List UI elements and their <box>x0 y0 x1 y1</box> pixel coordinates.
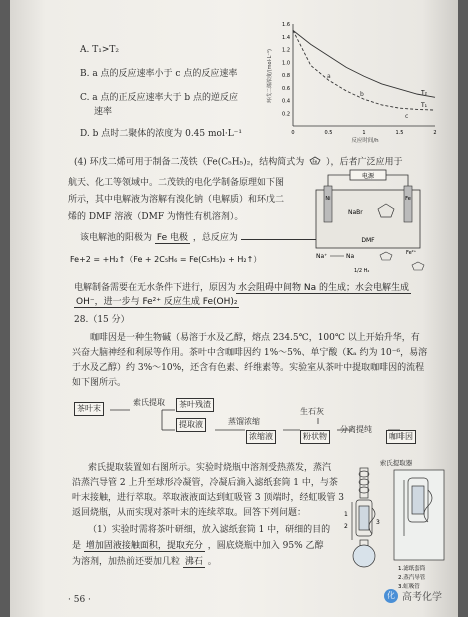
option-a: A. T₁>T₂ <box>80 45 119 55</box>
filter-thimble <box>359 506 369 530</box>
fe-electrode <box>404 186 412 222</box>
point-label-a: a <box>327 73 331 80</box>
apparatus-title: 索氏提取器 <box>379 459 413 467</box>
series-line-2 <box>293 30 435 97</box>
point-label-b: b <box>360 91 364 98</box>
x-tick-label: 2 <box>433 130 437 136</box>
flow-sep: 分离提纯 <box>340 425 372 434</box>
svg-text:Na: Na <box>346 253 355 260</box>
condenser <box>359 468 369 498</box>
q4-line1: (4) 环戊二烯可用于制备二茂铁（Fe(C₅H₅)₂，结构简式为 Fe ），后者广泛应用于 <box>74 157 403 168</box>
q28-p1: 咖啡因是一种生物碱（易溶于水及乙醇，熔点 234.5℃，100℃ 以上开始升华，有 <box>90 333 420 343</box>
svg-text:Na⁺: Na⁺ <box>316 253 328 260</box>
q28-p2: 兴奋大脑神经和利尿等作用。茶叶中含咖啡因约 1%～5%、单宁酸（Kₐ 约为 10⁻⁶，易溶 <box>72 348 428 358</box>
svg-text:Fe²⁺: Fe²⁺ <box>406 250 417 256</box>
x-tick-label: 0.5 <box>324 130 333 136</box>
q4-line5: 该电解池的阳极为 Fe 电极 ，总反应为 <box>80 232 335 244</box>
y-tick-label: 0.6 <box>282 85 290 92</box>
svg-text:1: 1 <box>344 511 348 518</box>
y-tick-label: 0.8 <box>282 73 290 79</box>
svg-text:Ni: Ni <box>325 196 331 202</box>
x-tick-label: 0 <box>291 130 295 136</box>
y-tick-label: 0.2 <box>282 111 290 118</box>
q4-line7: 电解制备需要在无水条件下进行，原因为 水会阻碍中间物 Na 的生成；水会电解生成 <box>74 283 409 293</box>
ni-electrode <box>324 186 332 222</box>
q4-line3: 所示，其中电解液为溶解有溴化钠（电解质）和环戊二 <box>68 195 285 205</box>
answer-boiling-chips: 沸石 <box>184 557 203 567</box>
graph-ylabel: 环戊二烯浓度/(mol·L⁻¹) <box>267 49 273 103</box>
series-line-1 <box>293 30 435 110</box>
flow-extract: 提取液 <box>176 418 206 432</box>
svg-text:Fe: Fe <box>405 196 411 202</box>
watermark-logo-icon: 化 <box>384 589 398 603</box>
electrolysis-cell <box>308 168 428 254</box>
q4-line2: 航天、化工等领域中。二茂铁的电化学制备原理如下图 <box>68 178 285 188</box>
svg-text:1.滤纸套筒: 1.滤纸套筒 <box>398 566 426 572</box>
q28-q1-line3: 为溶剂，加热前还要加几粒 沸石 。 <box>72 557 217 567</box>
flow-soxhlet: 索氏提取 <box>133 398 165 407</box>
q28-p4: 如下图所示。 <box>72 378 127 388</box>
q28-q1a: （1）实验时需将茶叶研细，放入滤纸套筒 1 中，研细的目的 <box>88 525 331 535</box>
x-tick-label: 1.5 <box>395 130 404 136</box>
soxhlet-apparatus <box>338 456 448 596</box>
answer-anhydrous: 水会阻碍中间物 Na 的生成；水会电解生成 <box>238 283 409 293</box>
graph-xlabel: 反应时间/h <box>351 138 379 144</box>
svg-text:Fe: Fe <box>312 159 318 164</box>
apparatus-inset <box>394 470 444 560</box>
ferrocene-icon <box>307 156 323 168</box>
answer-grinding: 增加固液接触面积，提取充分 <box>85 541 203 551</box>
y-tick-label: 1.2 <box>282 47 290 54</box>
option-c: C. a 点的正反应速率大于 b 点的逆反应 <box>80 93 238 103</box>
q4-equation: Fe+2 = +H₂↑（Fe + 2C₅H₆ = Fe(C₅H₅)₂ + H₂↑） <box>70 255 262 264</box>
dmf-label: DMF <box>361 237 375 244</box>
y-tick-label: 1.4 <box>282 34 290 41</box>
q28-p6: 沿蒸汽导管 2 上升至球形冷凝管，冷凝后滴入滤纸套筒 1 中，与茶 <box>72 478 338 488</box>
q28-p7: 叶末接触，进行萃取。萃取液液面达到虹吸管 3 顶端时，经虹吸管 3 <box>72 493 345 503</box>
q4-line4: 烯的 DMF 溶液（DMF 为惰性有机溶剂）。 <box>68 212 244 222</box>
flow-lime: 生石灰 <box>300 407 324 416</box>
graph-x-ticks <box>291 130 436 136</box>
graph-y-ticks <box>282 22 290 117</box>
x-tick-label: 1 <box>362 130 366 136</box>
book-page <box>10 0 458 617</box>
svg-text:2: 2 <box>344 523 348 530</box>
q28-p3: 于水及乙醇）约 3%～10%，还含有色素、纤维素等。实验室从茶叶中提取咖啡因的流程 <box>72 363 425 373</box>
series-label-1: T₁ <box>421 102 428 110</box>
round-flask <box>353 540 375 567</box>
svg-text:1/2 H₂: 1/2 H₂ <box>354 268 370 274</box>
option-b: B. a 点的反应速率小于 c 点的反应速率 <box>80 69 238 79</box>
reaction-scheme <box>314 246 434 276</box>
svg-text:3.虹吸管: 3.虹吸管 <box>398 584 420 590</box>
flow-distill: 蒸馏浓缩 <box>228 417 260 426</box>
q28-p5: 索氏提取装置如右图所示。实验时烧瓶中溶剂受热蒸发，蒸汽 <box>88 463 332 473</box>
y-tick-label: 1.0 <box>282 60 290 67</box>
flow-powder: 粉状物 <box>300 430 330 444</box>
answer-anode: Fe 电极 <box>156 233 188 243</box>
flow-caffeine: 咖啡因 <box>386 430 416 444</box>
option-d: D. b 点时二聚体的浓度为 0.45 mol·L⁻¹ <box>80 129 243 139</box>
concentration-graph <box>265 14 445 144</box>
extractor-body <box>352 500 375 540</box>
q28-header: 28.（15 分） <box>74 315 130 325</box>
power-label: 电源 <box>361 173 375 180</box>
flow-residue: 茶叶残渣 <box>176 398 214 412</box>
nabr-label: NaBr <box>348 209 363 216</box>
svg-text:3: 3 <box>376 519 380 526</box>
svg-text:2.蒸汽导管: 2.蒸汽导管 <box>398 575 426 581</box>
y-tick-label: 1.6 <box>282 22 290 28</box>
series-label-2: T₂ <box>421 89 428 97</box>
point-label-c: c <box>405 113 409 120</box>
page-number: · 56 · <box>68 595 91 605</box>
y-tick-label: 0.4 <box>282 98 290 105</box>
flow-tea: 茶叶末 <box>74 402 104 416</box>
q28-p8: 返回烧瓶，从而实现对茶叶末的连续萃取。回答下列问题： <box>72 508 307 518</box>
watermark: 化 高考化学 <box>384 588 442 603</box>
q4-line8: OH⁻，进一步与 Fe²⁺ 反应生成 Fe(OH)₂ <box>76 297 238 307</box>
q28-q1-line2: 是 增加固液接触面积，提取充分 ，圆底烧瓶中加入 95% 乙醇 <box>72 541 324 551</box>
option-c-cont: 速率 <box>94 107 113 117</box>
flow-conc: 浓缩液 <box>246 430 276 444</box>
